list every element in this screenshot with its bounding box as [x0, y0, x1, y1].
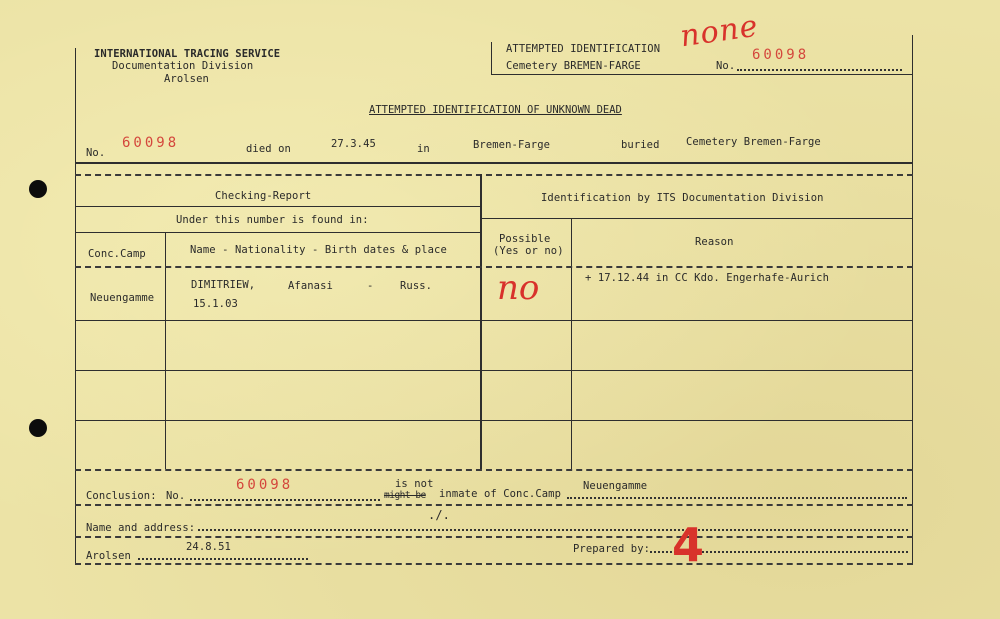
record-no-value: 60098 [122, 135, 180, 151]
col-header-reason: Reason [695, 236, 734, 248]
record-in-label: in [417, 143, 430, 155]
org-division: Documentation Division [112, 60, 254, 72]
record-died-label: died on [246, 143, 291, 155]
conclusion-struck-text: might be [384, 490, 426, 501]
table-top-border [75, 174, 913, 176]
org-name: INTERNATIONAL TRACING SERVICE [94, 48, 281, 60]
row-birth: 15.1.03 [193, 298, 238, 310]
row-nationality: Russ. [400, 280, 433, 292]
identification-title: Identification by ITS Documentation Division [541, 192, 824, 204]
name-address-line [75, 536, 913, 538]
name-address-label: Name and address: [86, 522, 196, 534]
row-camp: Neuengamme [90, 292, 155, 304]
footer-signature: 4 [672, 518, 705, 572]
conclusion-is-not: is not [395, 478, 434, 490]
footer-place: Arolsen [86, 550, 131, 562]
table-bottom-border [75, 469, 913, 471]
conclusion-camp: Neuengamme [583, 480, 648, 492]
col-header-name: Name - Nationality - Birth dates & place [190, 244, 447, 256]
footer-prepared-label: Prepared by: [573, 543, 651, 555]
record-underline [75, 162, 913, 164]
conclusion-label: Conclusion: [86, 490, 157, 502]
header-no-value: 60098 [752, 47, 810, 63]
footer-date: 24.8.51 [186, 541, 231, 553]
record-cemetery: Cemetery Bremen-Farge [686, 136, 821, 148]
header-box-bottom [491, 74, 912, 75]
punch-hole-top [29, 180, 47, 198]
checking-report-subtitle: Under this number is found in: [176, 214, 369, 226]
record-buried-label: buried [621, 139, 660, 151]
checking-title-line [75, 206, 480, 207]
conclusion-no-value: 60098 [236, 477, 294, 493]
table-row-line-3 [75, 420, 913, 421]
org-location: Arolsen [164, 73, 209, 85]
conclusion-inmate-text: inmate of Conc.Camp [439, 488, 562, 500]
record-no-label: No. [86, 147, 106, 159]
conclusion-line [75, 504, 913, 506]
header-no-label: No. [716, 60, 736, 72]
header-box-title: ATTEMPTED IDENTIFICATION [506, 43, 661, 55]
row-surname: DIMITRIEW, [191, 279, 256, 291]
record-place: Bremen-Farge [473, 139, 551, 151]
header-box-left [491, 42, 492, 74]
col-header-camp: Conc.Camp [88, 248, 146, 260]
frame-bottom-border [75, 563, 913, 565]
table-row-line-2 [75, 370, 913, 371]
conclusion-no-dots [190, 499, 380, 501]
footer-date-dots [138, 558, 308, 560]
col-header-possible-2: (Yes or no) [493, 245, 564, 257]
row-reason: + 17.12.44 in CC Kdo. Engerhafe-Aurich [585, 272, 830, 284]
row-possible: no [497, 268, 540, 308]
record-died-date: 27.3.45 [331, 138, 376, 150]
conclusion-no-label: No. [166, 490, 186, 502]
table-row-line-1 [75, 320, 913, 321]
page-title: ATTEMPTED IDENTIFICATION OF UNKNOWN DEAD [369, 104, 622, 116]
table-header-line [75, 266, 913, 268]
checking-report-title: Checking-Report [215, 190, 312, 202]
row-firstname: Afanasi [288, 280, 333, 292]
header-no-dots [737, 69, 902, 71]
conclusion-mark: ./. [428, 508, 450, 522]
handwritten-none: none [677, 8, 761, 55]
row-dash: - [367, 280, 374, 292]
header-box-cemetery: Cemetery BREMEN-FARGE [506, 60, 641, 72]
identification-title-line [480, 218, 912, 219]
checking-subtitle-line [75, 232, 480, 233]
punch-hole-bottom [29, 419, 47, 437]
frame-left-border [75, 48, 76, 565]
conclusion-camp-dots [567, 497, 907, 499]
frame-right-border [912, 35, 913, 565]
name-address-dots [198, 529, 908, 531]
col-header-possible-1: Possible [499, 233, 551, 245]
identification-col-divider [571, 218, 572, 469]
